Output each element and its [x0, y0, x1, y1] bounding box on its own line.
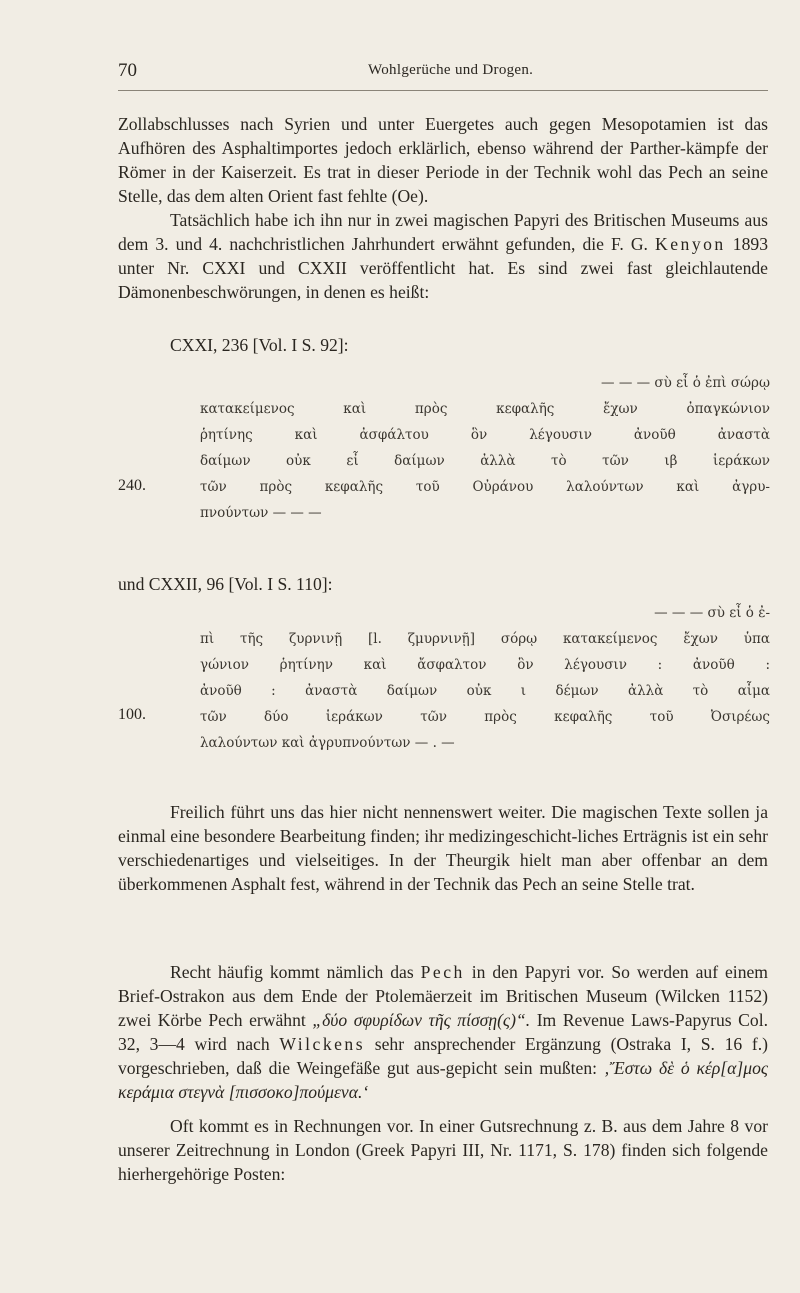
citation-cxxii: und CXXII, 96 [Vol. I S. 110]: — [118, 574, 333, 594]
page-number: 70 — [118, 60, 137, 81]
greek-line: τῶν δύο ἱεράκων τῶν πρὸς κεφαλῆς τοῦ Ὀσιρέως — [200, 709, 770, 725]
greek-line: κατακείμενος καὶ πρὸς κεφαλῆς ἔχων ὀπαγκώνιον — [200, 401, 770, 417]
greek-line: πὶ τῆς ζυρνινῇ [l. ζμυρνινῇ] σόρῳ κατακείμενος ἔχων ὑπα — [200, 631, 770, 647]
paragraph-5: Oft kommt es in Rechnungen vor. In einer Gutsrechnung z. B. aus dem Jahre 8 vor unserer Zeitrechnung in London (Greek Papyri III, Nr. 1171, S. 178) finden sich folgende hierhergehörige Posten: — [118, 1116, 768, 1184]
greek-line: τῶν πρὸς κεφαλῆς τοῦ Οὐράνου λαλούντων καὶ ἀγρυ- — [200, 479, 770, 495]
greek-line: γώνιον ῥητίνην καὶ ἄσφαλτον ὃν λέγουσιν : ἀνοῦθ : — [200, 657, 770, 673]
greek-line: — — — σὺ εἶ ὁ ἐ- — [654, 605, 770, 621]
greek-line: πνούντων — — — — [200, 505, 322, 521]
author-kenyon: Kenyon — [655, 234, 726, 254]
greek-line: ῥητίνης καὶ ἀσφάλτου ὃν λέγουσιν ἀνοῦθ ἀναστὰ — [200, 427, 770, 443]
line-number: 240. — [118, 477, 146, 494]
running-title: Wohlgerüche und Drogen. — [368, 62, 534, 78]
greek-quote-inline-1: „δύο σφυρίδων τῆς πίσσῃ(ς)“. — [312, 1010, 531, 1030]
paragraph-4: Recht häufig kommt nämlich das Pech in den Papyri vor. So werden auf einem Brief-Ostrakon aus dem Ende der Ptolemäerzeit im Britischen Museum (Wilcken 1152) zwei Körbe Pech erwähnt „δύο σφυρίδων τῆς πίσσῃ(ς)“. Im Revenue Laws-Papyrus Col. 32, 3—4 wird nach Wilckens sehr ansprechender Ergänzung (Ostraka I, S. 16 f.) vorgeschrieben, daß die Weingefäße gut aus-gepicht sein mußten: ‚Ἔστω δὲ ὁ κέρ[α]μος κεράμια στεγνὰ [πισσοκο]πούμενα.‘ — [118, 962, 769, 1102]
term-pech: Pech — [420, 962, 465, 982]
greek-line: λαλούντων καὶ ἀγρυπνούντων — . — — [200, 735, 455, 751]
running-header — [118, 60, 768, 91]
paragraph-1: Zollabschlusses nach Syrien und unter Euergetes auch gegen Mesopotamien ist das Aufhören des Asphaltimportes jedoch erklärlich, ebenso während der Parther-kämpfe der Römer in der Kaiserzeit. Es trat in dieser Periode in der Technik wohl das Pech an seine Stelle, das dem alten Orient fast fehlte (Oe). — [118, 114, 768, 206]
author-wilckens: Wilckens — [279, 1034, 366, 1054]
citation-cxxi: CXXI, 236 [Vol. I S. 92]: — [170, 335, 349, 355]
paragraph-2: Tatsächlich habe ich ihn nur in zwei magischen Papyri des Britischen Museums aus dem 3. und 4. nachchristlichen Jahrhundert erwähnt gefunden, die F. G. Kenyon 1893 unter Nr. CXXI und CXXII veröffentlicht hat. Es sind zwei fast gleichlautende Dämonenbeschwörungen, in denen es heißt: — [118, 210, 768, 302]
greek-line: — — — σὺ εἶ ὁ ἐπὶ σώρῳ — [601, 375, 770, 391]
line-number: 100. — [118, 706, 146, 723]
greek-quote-inline-2: ‚Ἔστω δὲ ὁ κέρ[α]μος κεράμια στεγνὰ [πισσοκο]πούμενα.‘ — [118, 1058, 769, 1102]
greek-line: δαίμων οὐκ εἶ δαίμων ἀλλὰ τὸ τῶν ιβ ἱεράκων — [200, 453, 770, 469]
greek-line: ἀνοῦθ : ἀναστὰ δαίμων οὐκ ι δέμων ἀλλὰ τὸ αἷμα — [200, 683, 770, 699]
paragraph-3: Freilich führt uns das hier nicht nennenswert weiter. Die magischen Texte sollen ja einmal eine besondere Bearbeitung finden; ihr medizingeschicht-liches Erträgnis ist ein sehr verschiedenartiges und vielseitiges. In der Theurgik hielt man aber offenbar an dem überkommenen Asphalt fest, während in der Technik das Pech an seine Stelle trat. — [118, 802, 768, 894]
